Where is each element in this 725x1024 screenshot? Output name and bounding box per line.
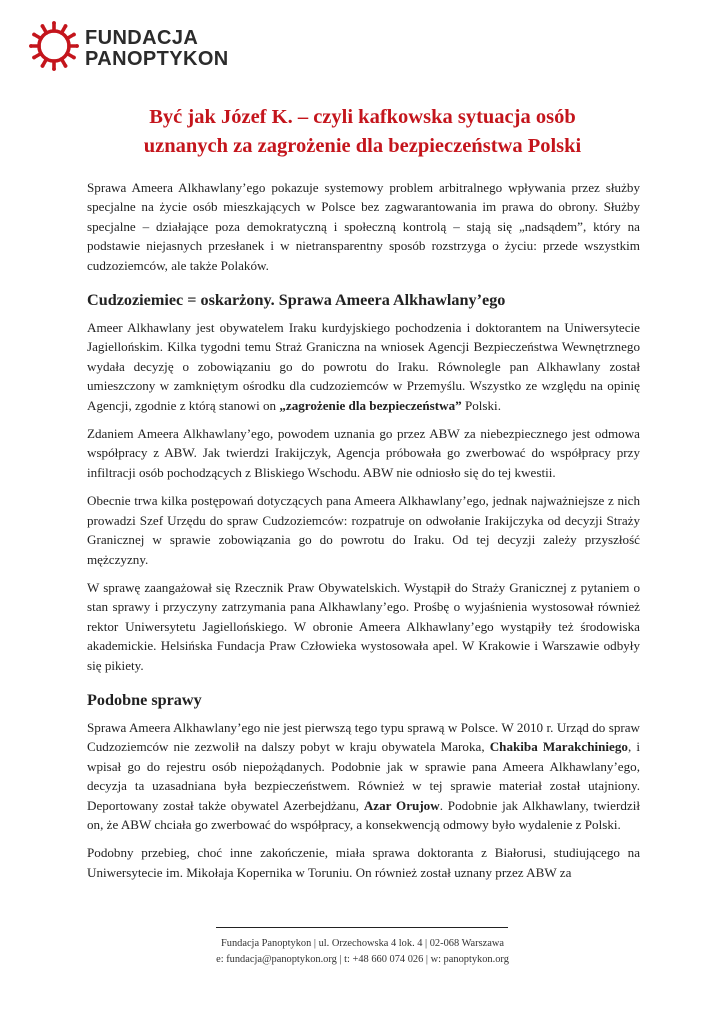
section1-paragraph-1	[87, 318, 640, 415]
title-line-1: Być jak Józef K. – czyli kafkowska sytuacja osób	[149, 106, 576, 128]
gear-tooth	[32, 33, 36, 37]
gear-tooth	[64, 24, 68, 28]
bold-name: Azar Orujow	[363, 797, 440, 813]
text-run: Polski.	[461, 397, 501, 413]
section2-paragraph-1	[87, 718, 640, 834]
text-run: , i wpisał go do rejestru osób niepożądanych. Podobnie jak w sprawie pana Ameera Alkhawlany’ego, decyzja ta uzasadniana była bezpieczeństwem. Również w tej sprawie materiał został utajniony. Deportowany został także obywatel Azerbejdżanu,	[87, 739, 640, 813]
gear-tooth	[41, 64, 45, 68]
gear-tooth	[64, 64, 68, 68]
title-line-2: uznanych za zagrożenie dla bezpieczeństwa Polski	[143, 135, 582, 157]
gear-tooth	[75, 44, 79, 48]
footer-contact: e: fundacja@panoptykon.org | t: +48 660 074 026 | w: panoptykon.org	[216, 954, 509, 965]
document-body	[87, 178, 640, 891]
logo-wordmark	[85, 28, 229, 70]
logo-line-2: PANOPTYKON	[85, 48, 229, 70]
gear-tooth	[52, 67, 56, 71]
section2-paragraph-2: Podobny przebieg, choć inne zakończenie, miała sprawa doktoranta z Białorusi, studiującego na Uniwersytecie im. Mikołaja Kopernika w Toruniu. On również został uznany przez ABW za	[87, 845, 640, 880]
section1-paragraph-2: Zdaniem Ameera Alkhawlany’ego, powodem uznania go przez ABW za niebezpiecznego jest odmowa współpracy z ABW. Jak twierdzi Irakijczyk, Agencja próbowała go zwerbować do współpracy przy infiltracji osób pochodzących z Bliskiego Wschodu. ABW nie odniosło się do tej kwestii.	[87, 426, 640, 480]
text-run: . Podobnie jak Alkhawlany, twierdził on, że ABW chciała go zwerbować do współpracy, a konsekwencją odmowy było wydalenie z Polski.	[87, 797, 640, 832]
gear-tooth	[72, 33, 76, 37]
bold-phrase: „zagrożenie dla bezpieczeństwa”	[279, 397, 462, 413]
intro-paragraph: Sprawa Ameera Alkhawlany’ego pokazuje systemowy problem arbitralnego wpływania przez służby specjalne na życie osób mieszkających w Polsce bez zagwarantowania im prawa do obrony. Służby specjalne – działające poza demokratyczną i społeczną kontrolą – stają się „nadsądem”, który na podstawie niejasnych przesłanek i w nietransparentny sposób rozstrzyga o życiu: przede wszystkim cudzoziemców, ale także Polaków.	[87, 180, 640, 273]
gear-tooth	[52, 21, 56, 25]
gear-tooth	[72, 56, 76, 60]
section1-paragraph-4: W sprawę zaangażował się Rzecznik Praw Obywatelskich. Wystąpił do Straży Granicznej z pytaniem o stan sprawy i przyczyny zatrzymania pana Alkhawlany’ego. Prośbę o wyjaśnienia wystosował również rektor Uniwersytetu Jagiellońskiego. W obronie Ameera Alkhawlany’ego wystąpiły też środowiska akademickie. Helsińska Fundacja Praw Człowieka wystosowała apel. W Krakowie i Warszawie odbyły się pikiety.	[87, 579, 640, 673]
text-run: Ameer Alkhawlany jest obywatelem Iraku kurdyjskiego pochodzenia i doktorantem na Uniwersytecie Jagiellońskim. Kilka tygodni temu Straż Graniczna na wniosek Agencji Bezpieczeństwa Wewnętrznego wydała decyzję o zobowiązaniu go do powrotu do Iraku. Równolegle pan Alkhawlany został umieszczony w zamkniętym ośrodku dla cudzoziemców w Przemyślu. Wszystko ze względu na opinię Agencji, zgodnie z którą stanowi on	[87, 320, 640, 413]
gear-tooth	[32, 56, 36, 60]
footer	[100, 936, 625, 968]
document-title	[60, 103, 665, 161]
gear-tooth	[29, 44, 33, 48]
panoptykon-gear-icon	[28, 20, 80, 72]
section-heading-1: Cudzoziemiec = oskarżony. Sprawa Ameera Alkhawlany’ego	[87, 291, 506, 310]
section1-paragraph-3: Obecnie trwa kilka postępowań dotyczących pana Ameera Alkhawlany’ego, jednak najważniejsze z nich prowadzi Szef Urzędu do spraw Cudzoziemców: rozpatruje on odwołanie Irakijczyka od decyzji Straży Granicznej w sprawie zobowiązania go do powrotu do Iraku. Od tej decyzji zależy przyszłość mężczyzny.	[87, 493, 640, 567]
footer-address: Fundacja Panoptykon | ul. Orzechowska 4 lok. 4 | 02-068 Warszawa	[220, 938, 505, 949]
section-heading-2: Podobne sprawy	[87, 690, 202, 709]
text-run: Sprawa Ameera Alkhawlany’ego nie jest pierwszą tego typu sprawą w Polsce. W 2010 r. Urząd do spraw Cudzoziemców nie zezwolił na dalszy pobyt w kraju obywatela Maroka,	[87, 719, 640, 755]
bold-name: Chakiba Marakchiniego	[489, 739, 628, 755]
footer-divider	[216, 927, 508, 928]
logo-line-1: FUNDACJA	[85, 27, 199, 49]
gear-tooth	[41, 24, 45, 28]
